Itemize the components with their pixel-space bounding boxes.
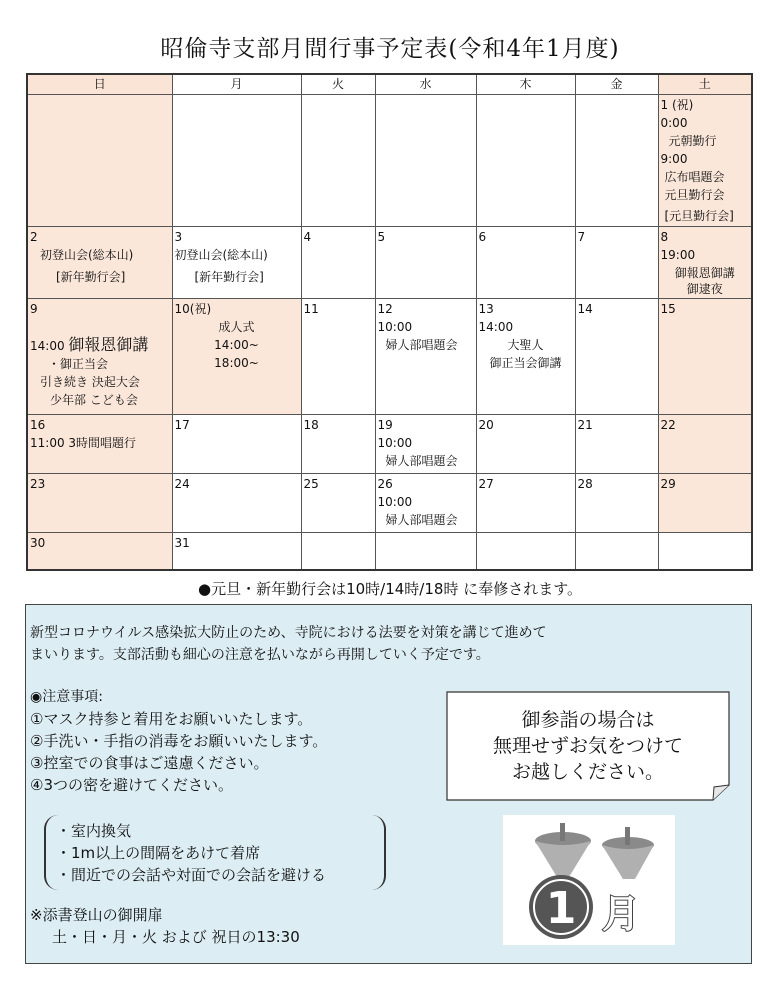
day-cell-27 xyxy=(476,473,575,532)
day-cell-29 xyxy=(658,473,752,532)
event-time: 10:00 xyxy=(377,494,413,509)
day-cell-24 xyxy=(172,473,301,532)
day-cell-3 xyxy=(172,226,301,298)
day-cell-10 xyxy=(172,298,301,414)
event-tag: [新年勤行会] xyxy=(56,269,126,284)
callout-line-2: 無理せずお気をつけて xyxy=(492,735,683,757)
day-cell-15 xyxy=(658,298,752,414)
day-number: 18 xyxy=(303,417,319,432)
weekday-header-row xyxy=(27,74,752,94)
day-cell-19 xyxy=(375,414,476,473)
day-number: 7 xyxy=(577,229,586,244)
caution-item-4: ④3つの密を避けてください。 xyxy=(30,776,233,794)
event-text: 元旦勤行会 xyxy=(664,187,725,202)
holiday-mark: (祝) xyxy=(189,301,212,316)
day-cell-18 xyxy=(301,414,375,473)
weekday-friday: 金 xyxy=(575,74,658,94)
event-text: 婦人部唱題会 xyxy=(385,337,458,352)
day-cell-empty xyxy=(658,532,752,570)
day-cell-13 xyxy=(476,298,575,414)
event-text: 少年部 こども会 xyxy=(50,392,138,407)
event-time: 18:00~ xyxy=(214,355,259,370)
day-cell-empty xyxy=(301,94,375,226)
precaution-item-1: ・室内換気 xyxy=(56,822,132,840)
day-number: 27 xyxy=(478,476,494,491)
day-number: 21 xyxy=(577,417,593,432)
week-row xyxy=(27,414,752,473)
day-number: 2 xyxy=(30,229,38,244)
weekday-wednesday: 水 xyxy=(375,74,476,94)
day-cell-23 xyxy=(27,473,172,532)
day-number: 22 xyxy=(660,417,676,432)
day-cell-12 xyxy=(375,298,476,414)
caution-heading: ◉注意事項: xyxy=(30,689,103,705)
day-number: 28 xyxy=(577,476,593,491)
event-text: 広布唱題会 xyxy=(664,169,725,184)
day-cell-1 xyxy=(658,94,752,226)
event-text: 御報恩御講 xyxy=(674,265,735,280)
event-time: 10:00 xyxy=(377,435,413,450)
event-time: 14:00 xyxy=(30,338,65,353)
week-row xyxy=(27,473,752,532)
day-number: 5 xyxy=(377,229,386,244)
day-cell-16 xyxy=(27,414,172,473)
day-number: 9 xyxy=(30,301,38,316)
day-number: 29 xyxy=(660,476,676,491)
day-number: 14 xyxy=(577,301,593,316)
day-cell-2 xyxy=(27,226,172,298)
event-tag: [新年勤行会] xyxy=(194,269,264,284)
day-cell-empty xyxy=(375,532,476,570)
event-text: 御正当会御講 xyxy=(489,355,562,370)
day-number: 4 xyxy=(303,229,312,244)
day-cell-empty xyxy=(575,532,658,570)
day-cell-14 xyxy=(575,298,658,414)
calendar-table xyxy=(26,73,753,571)
day-cell-31 xyxy=(172,532,301,570)
event-time: 14:00~ xyxy=(214,337,259,352)
event-time: 9:00 xyxy=(660,151,688,166)
new-year-service-note: ●元旦・新年勤行会は10時/14時/18時 に奉修されます。 xyxy=(197,580,583,598)
day-cell-28 xyxy=(575,473,658,532)
day-cell-25 xyxy=(301,473,375,532)
event-time: 14:00 xyxy=(478,319,514,334)
day-cell-5 xyxy=(375,226,476,298)
day-cell-26 xyxy=(375,473,476,532)
event-time: 19:00 xyxy=(660,247,696,262)
precaution-item-3: ・間近での会話や対面での会話を避ける xyxy=(56,866,327,884)
event-tag: [元旦勤行会] xyxy=(664,208,734,223)
day-number: 15 xyxy=(660,301,676,316)
week-row xyxy=(27,298,752,414)
day-cell-7 xyxy=(575,226,658,298)
intro-line-2: まいります。支部活動も細心の注意を払いながら再開していく予定です。 xyxy=(30,647,490,663)
day-cell-empty xyxy=(575,94,658,226)
day-number: 13 xyxy=(478,301,494,316)
week-row xyxy=(27,94,752,226)
day-cell-empty xyxy=(172,94,301,226)
event-text: ・御正当会 xyxy=(48,356,109,371)
weekday-monday: 月 xyxy=(172,74,301,94)
weekday-saturday: 土 xyxy=(658,74,752,94)
day-number: 25 xyxy=(303,476,319,491)
event-text: 御逮夜 xyxy=(686,281,723,296)
event-time: 10:00 xyxy=(377,319,413,334)
day-number: 6 xyxy=(478,229,487,244)
callout-line-3: お越しください。 xyxy=(511,761,664,783)
callout-line-1: 御参詣の場合は xyxy=(521,709,655,731)
illustration-label: 1 xyxy=(545,883,577,934)
weekday-thursday: 木 xyxy=(476,74,575,94)
spinning-tops-icon xyxy=(503,815,675,945)
day-number: 3 xyxy=(174,229,183,244)
caution-item-1: ①マスク持参と着用をお願いいたします。 xyxy=(30,710,313,728)
day-number: 1 xyxy=(660,97,669,112)
event-text: 成人式 xyxy=(218,319,255,334)
day-cell-9 xyxy=(27,298,172,414)
day-cell-empty xyxy=(27,94,172,226)
day-number: 23 xyxy=(30,476,46,491)
event-time: 0:00 xyxy=(660,115,688,130)
day-number: 17 xyxy=(174,417,190,432)
day-cell-8 xyxy=(658,226,752,298)
day-number: 30 xyxy=(30,535,46,550)
day-number: 24 xyxy=(174,476,190,491)
day-number: 11 xyxy=(303,301,319,316)
day-number: 31 xyxy=(174,535,190,550)
climb-heading: ※添書登山の御開扉 xyxy=(30,906,163,924)
day-cell-30 xyxy=(27,532,172,570)
holiday-mark: (祝) xyxy=(671,97,694,112)
day-cell-6 xyxy=(476,226,575,298)
day-number: 26 xyxy=(377,476,393,491)
day-cell-20 xyxy=(476,414,575,473)
day-cell-empty xyxy=(375,94,476,226)
day-cell-17 xyxy=(172,414,301,473)
day-cell-empty xyxy=(476,94,575,226)
day-number: 16 xyxy=(30,417,46,432)
day-number: 20 xyxy=(478,417,494,432)
day-cell-11 xyxy=(301,298,375,414)
day-cell-empty xyxy=(301,532,375,570)
event-text: 御報恩御講 xyxy=(68,334,149,354)
day-number: 19 xyxy=(377,417,393,432)
day-number: 8 xyxy=(660,229,669,244)
visit-callout xyxy=(446,691,730,801)
svg-text:月: 月 xyxy=(601,892,641,936)
climb-schedule: 土・日・月・火 および 祝日の13:30 xyxy=(52,928,300,946)
day-number: 12 xyxy=(377,301,393,316)
event-text: 婦人部唱題会 xyxy=(385,512,458,527)
event-text: 婦人部唱題会 xyxy=(385,453,458,468)
day-cell-empty xyxy=(476,532,575,570)
week-row xyxy=(27,226,752,298)
january-illustration xyxy=(503,815,675,945)
weekday-tuesday: 火 xyxy=(301,74,375,94)
precaution-item-2: ・1m以上の間隔をあけて着席 xyxy=(56,844,261,862)
day-number: 10 xyxy=(174,301,190,316)
event-text: 引き続き 決起大会 xyxy=(40,374,140,389)
info-box xyxy=(25,604,752,964)
caution-item-3: ③控室での食事はご遠慮ください。 xyxy=(30,754,269,772)
page-title: 昭倫寺支部月間行事予定表(令和4年1月度) xyxy=(160,36,620,62)
event-text: 初登山会(総本山) xyxy=(174,247,268,262)
day-cell-21 xyxy=(575,414,658,473)
weekday-sunday: 日 xyxy=(27,74,172,94)
event-text: 11:00 3時間唱題行 xyxy=(30,435,137,450)
intro-line-1: 新型コロナウイルス感染拡大防止のため、寺院における法要を対策を講じて進めて xyxy=(30,625,547,641)
event-text: 大聖人 xyxy=(507,337,544,352)
event-text: 元朝勤行 xyxy=(668,133,717,148)
week-row xyxy=(27,532,752,570)
event-text: 初登山会(総本山) xyxy=(40,247,134,262)
day-cell-4 xyxy=(301,226,375,298)
caution-item-2: ②手洗い・手指の消毒をお願いいたします。 xyxy=(30,732,328,750)
day-cell-22 xyxy=(658,414,752,473)
